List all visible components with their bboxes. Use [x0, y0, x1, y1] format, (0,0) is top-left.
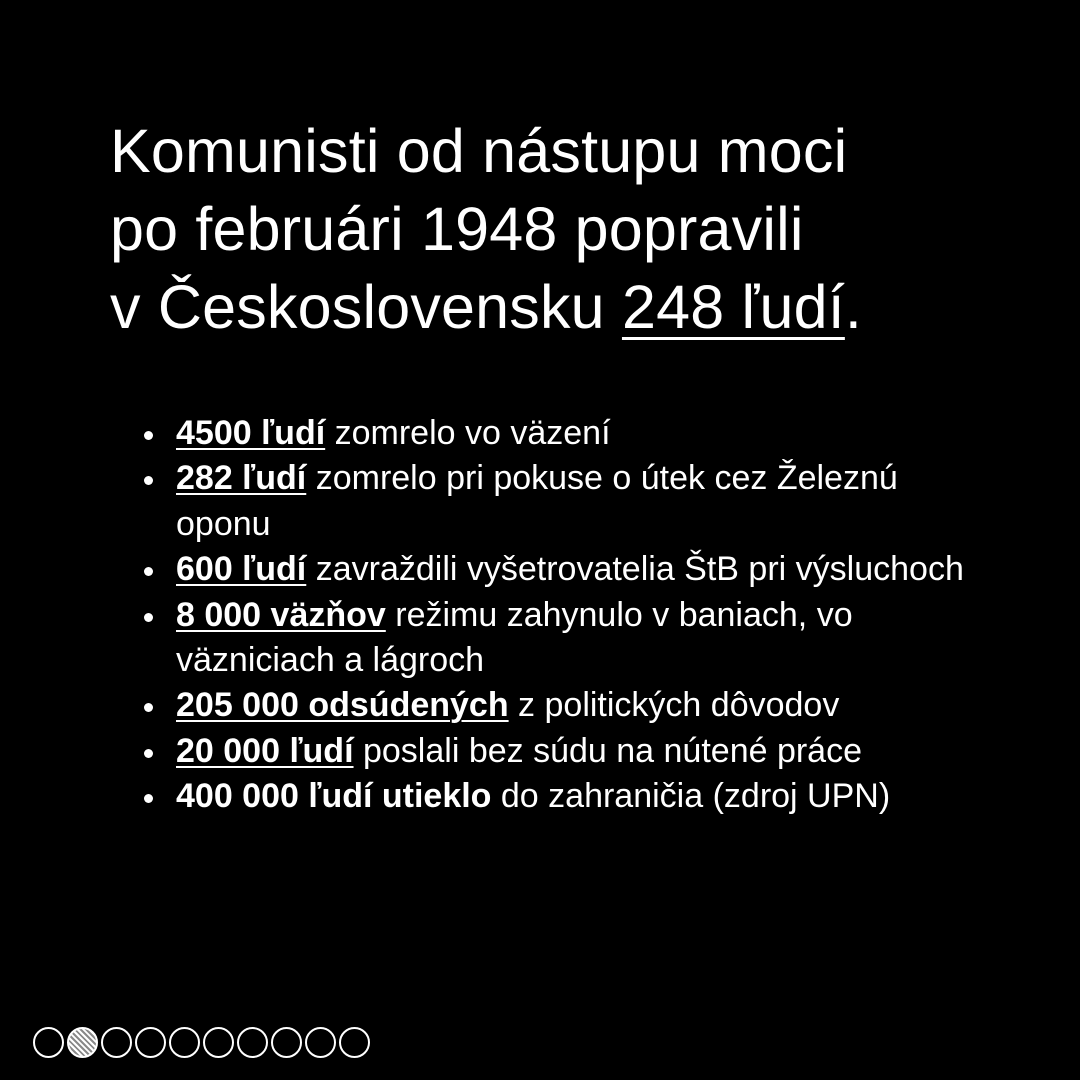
stat-item [176, 729, 996, 774]
stat-text: režimu zahynulo v baniach, vo väzniciach a lágroch [176, 595, 853, 680]
pager-dot[interactable] [237, 1027, 268, 1058]
headline [110, 112, 1010, 346]
stats-list [176, 411, 996, 820]
stat-item [176, 547, 996, 592]
stat-text: poslali bez súdu na nútené práce [353, 731, 863, 770]
stat-item [176, 456, 996, 547]
pager-dot[interactable] [169, 1027, 200, 1058]
pager-dot[interactable] [271, 1027, 302, 1058]
stat-emphasis: 4500 ľudí [176, 414, 326, 452]
stat-item [176, 774, 996, 819]
headline-line-1: Komunisti od nástupu moci [110, 117, 848, 185]
bullet-icon [144, 613, 153, 622]
stat-emphasis: 400 000 ľudí utieklo [176, 777, 492, 816]
bullet-icon [144, 431, 153, 440]
stat-text: do zahraničia (zdroj UPN) [491, 777, 891, 816]
stat-text: zomrelo pri pokuse o útek cez Železnú oponu [176, 459, 898, 543]
stat-emphasis: 8 000 väzňov [176, 595, 386, 634]
pager-dot[interactable] [101, 1027, 132, 1058]
stat-text: zomrelo vo väzení [325, 414, 611, 452]
stat-text: zavraždili vyšetrovatelia ŠtB pri výsluchoch [306, 550, 964, 589]
stat-item [176, 411, 996, 456]
headline-line-3: v Československu [110, 273, 622, 341]
stat-item [176, 593, 996, 684]
pager-dot[interactable] [339, 1027, 370, 1058]
headline-line-2: po februári 1948 popravili [110, 195, 804, 263]
bullet-icon [144, 749, 153, 758]
bullet-icon [144, 567, 153, 576]
stat-emphasis: 205 000 odsúdených [176, 686, 509, 725]
stat-text: z politických dôvodov [508, 686, 840, 725]
bullet-icon [144, 794, 153, 803]
pager-dot[interactable] [203, 1027, 234, 1058]
pager-dot[interactable] [135, 1027, 166, 1058]
stat-emphasis: 282 ľudí [176, 459, 307, 498]
headline-period: . [844, 273, 863, 341]
pager-dot[interactable] [305, 1027, 336, 1058]
stat-emphasis: 600 ľudí [176, 550, 307, 589]
bullet-icon [144, 476, 153, 485]
stat-item [176, 683, 996, 728]
pager-dot[interactable] [33, 1027, 64, 1058]
bullet-icon [144, 703, 153, 712]
stat-emphasis: 20 000 ľudí [176, 731, 354, 770]
headline-highlight: 248 ľudí [621, 273, 845, 341]
carousel-pager [33, 1027, 370, 1058]
pager-dot-active[interactable] [67, 1027, 98, 1058]
